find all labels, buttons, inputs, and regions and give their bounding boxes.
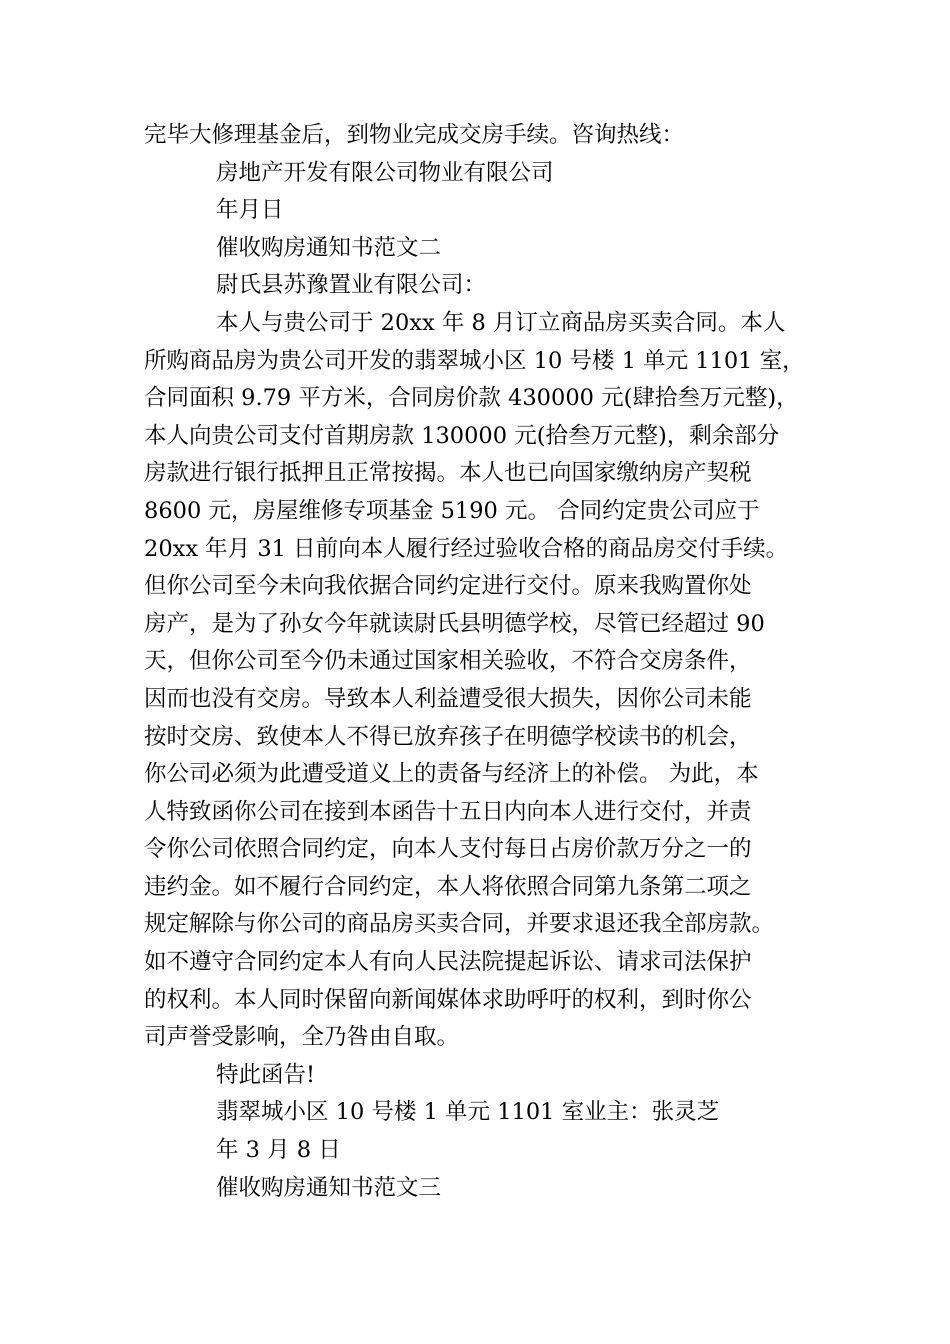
- body-line-12: 按时交房、致使本人不得已放弃孩子在明德学校读书的机会，: [144, 723, 752, 750]
- body-line-7: 20xx 年月 31 日前向本人履行经过验收合格的商品房交付手续。: [144, 535, 789, 562]
- text-line-company-signature: 房地产开发有限公司物业有限公司: [216, 159, 554, 186]
- body-line-1: 本人与贵公司于 20xx 年 8 月订立商品房买卖合同。本人: [216, 309, 786, 336]
- body-line-18: 如不遵守合同约定本人有向人民法院提起诉讼、请求司法保护: [144, 949, 752, 976]
- body-line-11: 因而也没有交房。导致本人利益遭受很大损失，因你公司未能: [144, 685, 752, 712]
- text-line-1: 完毕大修理基金后，到物业完成交房手续。咨询热线：: [144, 122, 685, 148]
- body-line-8: 但你公司至今未向我依据合同约定进行交付。原来我购置你处: [144, 573, 752, 600]
- body-line-13: 你公司必须为此遭受道义上的责备与经济上的补偿。 为此，本: [144, 761, 759, 788]
- body-line-19: 的权利。本人同时保留向新闻媒体求助呼吁的权利，到时你公: [144, 986, 752, 1013]
- body-line-2: 所购商品房为贵公司开发的翡翠城小区 10 号楼 1 单元 1101 室，: [144, 347, 805, 374]
- letter-recipient: 尉氏县苏豫置业有限公司：: [216, 272, 487, 299]
- body-line-17: 规定解除与你公司的商品房买卖合同，并要求退还我全部房款。: [144, 911, 775, 938]
- signature-date: 年 3 月 8 日: [216, 1137, 341, 1164]
- section-heading-3: 催收购房通知书范文三: [216, 1174, 442, 1201]
- body-line-10: 天，但你公司至今仍未通过国家相关验收，不符合交房条件，: [144, 648, 752, 675]
- signature-line: 翡翠城小区 10 号楼 1 单元 1101 室业主：张灵芝: [216, 1099, 720, 1126]
- text-line-date: 年月日: [216, 197, 284, 224]
- body-line-4: 本人向贵公司支付首期房款 130000 元(拾叁万元整)，剩余部分: [144, 422, 780, 449]
- section-heading-2: 催收购房通知书范文二: [216, 234, 442, 261]
- body-line-3: 合同面积 9.79 平方米，合同房价款 430000 元(肆拾叁万元整)，: [144, 385, 799, 412]
- body-line-9: 房产，是为了孙女今年就读尉氏县明德学校，尽管已经超过 90: [144, 610, 765, 637]
- body-line-16: 违约金。如不履行合同约定，本人将依照合同第九条第二项之: [144, 873, 752, 900]
- body-line-14: 人特致函你公司在接到本函告十五日内向本人进行交付，并责: [144, 798, 752, 825]
- closing-remark: 特此函告!: [216, 1061, 316, 1088]
- body-line-6: 8600 元，房屋维修专项基金 5190 元。 合同约定贵公司应于: [144, 497, 760, 524]
- body-line-20: 司声誉受影响，全乃咎由自取。: [144, 1024, 460, 1051]
- body-line-5: 房款进行银行抵押且正常按揭。本人也已向国家缴纳房产契税: [144, 460, 752, 487]
- document-body: [144, 117, 809, 1207]
- body-line-15: 令你公司依照合同约定，向本人支付每日占房价款万分之一的: [144, 836, 752, 863]
